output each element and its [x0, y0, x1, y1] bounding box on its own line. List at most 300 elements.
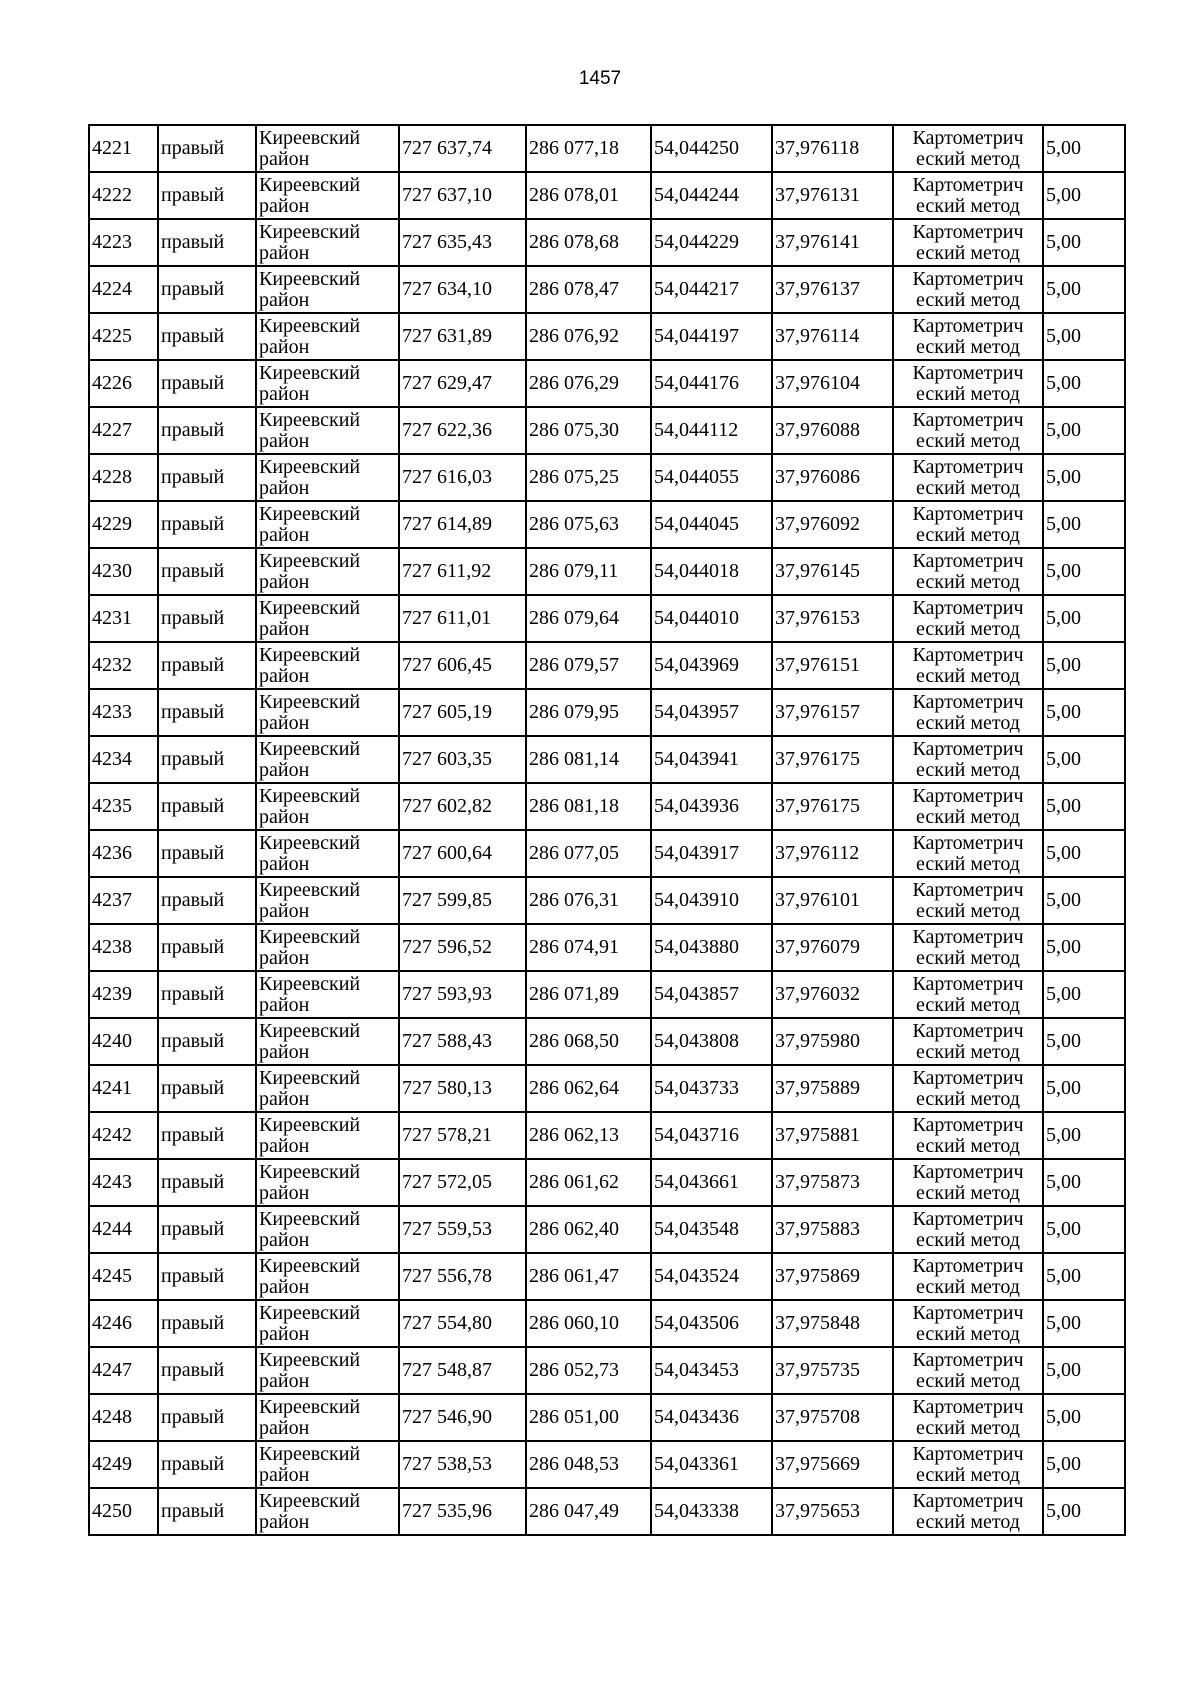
method-cell — [893, 548, 1043, 595]
district-line: Киреевский — [259, 1066, 361, 1089]
district-line: Киреевский — [259, 878, 361, 901]
district-line: район — [259, 288, 310, 311]
bank-side-cell: правый — [158, 783, 256, 830]
latitude-cell: 54,043661 — [651, 1159, 772, 1206]
bank-side-cell: правый — [158, 1112, 256, 1159]
x-coordinate-cell: 727 614,89 — [399, 501, 526, 548]
y-coordinate-cell: 286 047,49 — [526, 1488, 651, 1535]
accuracy-cell: 5,00 — [1043, 313, 1125, 360]
x-coordinate-cell: 727 635,43 — [399, 219, 526, 266]
district-cell — [256, 1159, 399, 1206]
bank-side-cell: правый — [158, 924, 256, 971]
latitude-cell: 54,044244 — [651, 172, 772, 219]
method-cell — [893, 266, 1043, 313]
district-line: район — [259, 1087, 310, 1110]
method-line: еский метод — [916, 429, 1020, 452]
x-coordinate-cell: 727 559,53 — [399, 1206, 526, 1253]
district-line: Киреевский — [259, 1019, 361, 1042]
table-row — [89, 313, 1125, 360]
y-coordinate-cell: 286 068,50 — [526, 1018, 651, 1065]
method-line: еский метод — [916, 570, 1020, 593]
accuracy-cell: 5,00 — [1043, 924, 1125, 971]
latitude-cell: 54,043917 — [651, 830, 772, 877]
district-line: Киреевский — [259, 737, 361, 760]
method-line: еский метод — [916, 1369, 1020, 1392]
latitude-cell: 54,044045 — [651, 501, 772, 548]
district-line: Киреевский — [259, 784, 361, 807]
accuracy-cell: 5,00 — [1043, 219, 1125, 266]
latitude-cell: 54,044112 — [651, 407, 772, 454]
point-number-cell: 4227 — [89, 407, 158, 454]
latitude-cell: 54,044197 — [651, 313, 772, 360]
method-line: Картометрич — [912, 455, 1024, 478]
latitude-cell: 54,043524 — [651, 1253, 772, 1300]
district-line: Киреевский — [259, 1395, 361, 1418]
method-line: еский метод — [916, 1087, 1020, 1110]
y-coordinate-cell: 286 077,05 — [526, 830, 651, 877]
table-row — [89, 830, 1125, 877]
y-coordinate-cell: 286 062,40 — [526, 1206, 651, 1253]
bank-side-cell: правый — [158, 266, 256, 313]
district-line: район — [259, 805, 310, 828]
longitude-cell: 37,976145 — [772, 548, 893, 595]
bank-side-cell: правый — [158, 1206, 256, 1253]
method-cell — [893, 219, 1043, 266]
district-line: район — [259, 664, 310, 687]
accuracy-cell: 5,00 — [1043, 830, 1125, 877]
method-cell — [893, 595, 1043, 642]
x-coordinate-cell: 727 606,45 — [399, 642, 526, 689]
method-cell — [893, 1159, 1043, 1206]
district-line: Киреевский — [259, 596, 361, 619]
table-row — [89, 454, 1125, 501]
point-number-cell: 4233 — [89, 689, 158, 736]
longitude-cell: 37,975708 — [772, 1394, 893, 1441]
bank-side-cell: правый — [158, 1347, 256, 1394]
district-line: район — [259, 1181, 310, 1204]
district-cell — [256, 1253, 399, 1300]
x-coordinate-cell: 727 593,93 — [399, 971, 526, 1018]
district-cell — [256, 172, 399, 219]
method-line: Картометрич — [912, 502, 1024, 525]
district-cell — [256, 1018, 399, 1065]
coordinates-table — [88, 124, 1126, 1536]
district-line: район — [259, 1369, 310, 1392]
accuracy-cell: 5,00 — [1043, 642, 1125, 689]
bank-side-cell: правый — [158, 454, 256, 501]
x-coordinate-cell: 727 535,96 — [399, 1488, 526, 1535]
bank-side-cell: правый — [158, 1253, 256, 1300]
accuracy-cell: 5,00 — [1043, 971, 1125, 1018]
district-line: район — [259, 899, 310, 922]
accuracy-cell: 5,00 — [1043, 1206, 1125, 1253]
point-number-cell: 4240 — [89, 1018, 158, 1065]
method-line: еский метод — [916, 993, 1020, 1016]
method-line: еский метод — [916, 852, 1020, 875]
latitude-cell: 54,044055 — [651, 454, 772, 501]
district-cell — [256, 689, 399, 736]
longitude-cell: 37,975669 — [772, 1441, 893, 1488]
table-row — [89, 642, 1125, 689]
method-line: еский метод — [916, 1275, 1020, 1298]
district-line: Киреевский — [259, 549, 361, 572]
point-number-cell: 4232 — [89, 642, 158, 689]
method-cell — [893, 1488, 1043, 1535]
table-row — [89, 1347, 1125, 1394]
method-line: Картометрич — [912, 1254, 1024, 1277]
method-cell — [893, 1253, 1043, 1300]
district-line: Киреевский — [259, 1442, 361, 1465]
accuracy-cell: 5,00 — [1043, 407, 1125, 454]
accuracy-cell: 5,00 — [1043, 1441, 1125, 1488]
method-cell — [893, 125, 1043, 172]
table-body — [89, 125, 1125, 1535]
table-row — [89, 1253, 1125, 1300]
district-cell — [256, 266, 399, 313]
longitude-cell: 37,975848 — [772, 1300, 893, 1347]
point-number-cell: 4249 — [89, 1441, 158, 1488]
y-coordinate-cell: 286 048,53 — [526, 1441, 651, 1488]
method-cell — [893, 172, 1043, 219]
method-cell — [893, 454, 1043, 501]
method-line: Картометрич — [912, 1160, 1024, 1183]
district-cell — [256, 783, 399, 830]
method-line: Картометрич — [912, 690, 1024, 713]
longitude-cell: 37,976112 — [772, 830, 893, 877]
district-cell — [256, 407, 399, 454]
district-line: район — [259, 852, 310, 875]
accuracy-cell: 5,00 — [1043, 1253, 1125, 1300]
table-row — [89, 501, 1125, 548]
latitude-cell: 54,044010 — [651, 595, 772, 642]
table-row — [89, 1441, 1125, 1488]
accuracy-cell: 5,00 — [1043, 1488, 1125, 1535]
bank-side-cell: правый — [158, 1018, 256, 1065]
longitude-cell: 37,975653 — [772, 1488, 893, 1535]
district-line: район — [259, 946, 310, 969]
latitude-cell: 54,043808 — [651, 1018, 772, 1065]
district-cell — [256, 971, 399, 1018]
method-cell — [893, 830, 1043, 877]
latitude-cell: 54,044217 — [651, 266, 772, 313]
table-row — [89, 1488, 1125, 1535]
latitude-cell: 54,043910 — [651, 877, 772, 924]
point-number-cell: 4242 — [89, 1112, 158, 1159]
x-coordinate-cell: 727 554,80 — [399, 1300, 526, 1347]
accuracy-cell: 5,00 — [1043, 172, 1125, 219]
method-line: Картометрич — [912, 643, 1024, 666]
district-line: район — [259, 570, 310, 593]
accuracy-cell: 5,00 — [1043, 783, 1125, 830]
bank-side-cell: правый — [158, 219, 256, 266]
longitude-cell: 37,976114 — [772, 313, 893, 360]
method-line: Картометрич — [912, 972, 1024, 995]
y-coordinate-cell: 286 077,18 — [526, 125, 651, 172]
y-coordinate-cell: 286 079,95 — [526, 689, 651, 736]
latitude-cell: 54,043548 — [651, 1206, 772, 1253]
method-line: Картометрич — [912, 126, 1024, 149]
district-line: район — [259, 241, 310, 264]
latitude-cell: 54,043733 — [651, 1065, 772, 1112]
bank-side-cell: правый — [158, 1159, 256, 1206]
latitude-cell: 54,043453 — [651, 1347, 772, 1394]
district-line: Киреевский — [259, 925, 361, 948]
method-line: еский метод — [916, 1181, 1020, 1204]
longitude-cell: 37,976175 — [772, 736, 893, 783]
accuracy-cell: 5,00 — [1043, 360, 1125, 407]
table-row — [89, 219, 1125, 266]
district-line: район — [259, 523, 310, 546]
district-cell — [256, 642, 399, 689]
district-line: Киреевский — [259, 643, 361, 666]
latitude-cell: 54,043338 — [651, 1488, 772, 1535]
x-coordinate-cell: 727 556,78 — [399, 1253, 526, 1300]
method-line: Картометрич — [912, 596, 1024, 619]
y-coordinate-cell: 286 074,91 — [526, 924, 651, 971]
bank-side-cell: правый — [158, 313, 256, 360]
table-row — [89, 1206, 1125, 1253]
bank-side-cell: правый — [158, 1300, 256, 1347]
method-line: Картометрич — [912, 1066, 1024, 1089]
bank-side-cell: правый — [158, 877, 256, 924]
method-cell — [893, 877, 1043, 924]
district-line: район — [259, 1322, 310, 1345]
longitude-cell: 37,976157 — [772, 689, 893, 736]
method-line: Картометрич — [912, 267, 1024, 290]
accuracy-cell: 5,00 — [1043, 1347, 1125, 1394]
table-row — [89, 266, 1125, 313]
longitude-cell: 37,975889 — [772, 1065, 893, 1112]
x-coordinate-cell: 727 538,53 — [399, 1441, 526, 1488]
point-number-cell: 4237 — [89, 877, 158, 924]
district-cell — [256, 877, 399, 924]
x-coordinate-cell: 727 605,19 — [399, 689, 526, 736]
method-line: еский метод — [916, 1040, 1020, 1063]
bank-side-cell: правый — [158, 1065, 256, 1112]
accuracy-cell: 5,00 — [1043, 736, 1125, 783]
district-cell — [256, 454, 399, 501]
district-cell — [256, 125, 399, 172]
district-line: район — [259, 1463, 310, 1486]
accuracy-cell: 5,00 — [1043, 548, 1125, 595]
page-number: 1457 — [578, 68, 622, 89]
table-row — [89, 1394, 1125, 1441]
district-line: район — [259, 1134, 310, 1157]
method-cell — [893, 1018, 1043, 1065]
method-line: Картометрич — [912, 220, 1024, 243]
latitude-cell: 54,043957 — [651, 689, 772, 736]
method-line: еский метод — [916, 617, 1020, 640]
district-cell — [256, 924, 399, 971]
latitude-cell: 54,043857 — [651, 971, 772, 1018]
bank-side-cell: правый — [158, 736, 256, 783]
method-line: Картометрич — [912, 1019, 1024, 1042]
y-coordinate-cell: 286 081,14 — [526, 736, 651, 783]
method-line: еский метод — [916, 946, 1020, 969]
district-line: Киреевский — [259, 455, 361, 478]
accuracy-cell: 5,00 — [1043, 266, 1125, 313]
point-number-cell: 4238 — [89, 924, 158, 971]
district-line: Киреевский — [259, 1489, 361, 1512]
district-line: Киреевский — [259, 267, 361, 290]
method-line: еский метод — [916, 1510, 1020, 1533]
method-cell — [893, 1300, 1043, 1347]
y-coordinate-cell: 286 061,47 — [526, 1253, 651, 1300]
y-coordinate-cell: 286 051,00 — [526, 1394, 651, 1441]
bank-side-cell: правый — [158, 125, 256, 172]
point-number-cell: 4228 — [89, 454, 158, 501]
district-line: район — [259, 711, 310, 734]
method-line: Картометрич — [912, 878, 1024, 901]
point-number-cell: 4230 — [89, 548, 158, 595]
method-line: еский метод — [916, 523, 1020, 546]
bank-side-cell: правый — [158, 172, 256, 219]
longitude-cell: 37,976104 — [772, 360, 893, 407]
x-coordinate-cell: 727 634,10 — [399, 266, 526, 313]
x-coordinate-cell: 727 637,74 — [399, 125, 526, 172]
method-line: Картометрич — [912, 314, 1024, 337]
point-number-cell: 4224 — [89, 266, 158, 313]
district-line: Киреевский — [259, 502, 361, 525]
district-line: район — [259, 993, 310, 1016]
point-number-cell: 4235 — [89, 783, 158, 830]
y-coordinate-cell: 286 062,64 — [526, 1065, 651, 1112]
point-number-cell: 4225 — [89, 313, 158, 360]
bank-side-cell: правый — [158, 548, 256, 595]
y-coordinate-cell: 286 060,10 — [526, 1300, 651, 1347]
district-line: район — [259, 476, 310, 499]
district-line: Киреевский — [259, 1160, 361, 1183]
method-line: еский метод — [916, 147, 1020, 170]
accuracy-cell: 5,00 — [1043, 1112, 1125, 1159]
method-cell — [893, 642, 1043, 689]
district-line: район — [259, 1275, 310, 1298]
point-number-cell: 4223 — [89, 219, 158, 266]
district-cell — [256, 830, 399, 877]
x-coordinate-cell: 727 546,90 — [399, 1394, 526, 1441]
y-coordinate-cell: 286 061,62 — [526, 1159, 651, 1206]
longitude-cell: 37,976141 — [772, 219, 893, 266]
x-coordinate-cell: 727 616,03 — [399, 454, 526, 501]
longitude-cell: 37,975883 — [772, 1206, 893, 1253]
table-row — [89, 548, 1125, 595]
longitude-cell: 37,976153 — [772, 595, 893, 642]
y-coordinate-cell: 286 078,01 — [526, 172, 651, 219]
district-line: район — [259, 335, 310, 358]
method-cell — [893, 1347, 1043, 1394]
x-coordinate-cell: 727 631,89 — [399, 313, 526, 360]
latitude-cell: 54,043436 — [651, 1394, 772, 1441]
method-line: Картометрич — [912, 1301, 1024, 1324]
district-line: Киреевский — [259, 173, 361, 196]
method-line: еский метод — [916, 194, 1020, 217]
latitude-cell: 54,043880 — [651, 924, 772, 971]
accuracy-cell: 5,00 — [1043, 501, 1125, 548]
method-line: Картометрич — [912, 925, 1024, 948]
latitude-cell: 54,043506 — [651, 1300, 772, 1347]
point-number-cell: 4244 — [89, 1206, 158, 1253]
accuracy-cell: 5,00 — [1043, 1300, 1125, 1347]
method-line: Картометрич — [912, 408, 1024, 431]
district-cell — [256, 1441, 399, 1488]
longitude-cell: 37,976079 — [772, 924, 893, 971]
bank-side-cell: правый — [158, 971, 256, 1018]
longitude-cell: 37,976151 — [772, 642, 893, 689]
y-coordinate-cell: 286 079,11 — [526, 548, 651, 595]
longitude-cell: 37,975735 — [772, 1347, 893, 1394]
point-number-cell: 4231 — [89, 595, 158, 642]
y-coordinate-cell: 286 075,25 — [526, 454, 651, 501]
district-line: район — [259, 382, 310, 405]
point-number-cell: 4226 — [89, 360, 158, 407]
x-coordinate-cell: 727 596,52 — [399, 924, 526, 971]
longitude-cell: 37,976131 — [772, 172, 893, 219]
point-number-cell: 4250 — [89, 1488, 158, 1535]
longitude-cell: 37,976032 — [772, 971, 893, 1018]
latitude-cell: 54,044229 — [651, 219, 772, 266]
method-line: Картометрич — [912, 1395, 1024, 1418]
method-line: еский метод — [916, 1463, 1020, 1486]
method-line: еский метод — [916, 241, 1020, 264]
table-row — [89, 1018, 1125, 1065]
bank-side-cell: правый — [158, 1441, 256, 1488]
district-line: Киреевский — [259, 972, 361, 995]
method-line: Картометрич — [912, 1113, 1024, 1136]
longitude-cell: 37,975869 — [772, 1253, 893, 1300]
method-cell — [893, 501, 1043, 548]
table-row — [89, 360, 1125, 407]
accuracy-cell: 5,00 — [1043, 877, 1125, 924]
method-line: Картометрич — [912, 1442, 1024, 1465]
district-line: район — [259, 617, 310, 640]
method-line: еский метод — [916, 664, 1020, 687]
y-coordinate-cell: 286 071,89 — [526, 971, 651, 1018]
longitude-cell: 37,976101 — [772, 877, 893, 924]
accuracy-cell: 5,00 — [1043, 1159, 1125, 1206]
method-line: еский метод — [916, 1416, 1020, 1439]
table-row — [89, 736, 1125, 783]
y-coordinate-cell: 286 052,73 — [526, 1347, 651, 1394]
method-line: еский метод — [916, 288, 1020, 311]
point-number-cell: 4248 — [89, 1394, 158, 1441]
point-number-cell: 4245 — [89, 1253, 158, 1300]
table-row — [89, 689, 1125, 736]
accuracy-cell: 5,00 — [1043, 595, 1125, 642]
district-line: Киреевский — [259, 1113, 361, 1136]
latitude-cell: 54,043941 — [651, 736, 772, 783]
point-number-cell: 4243 — [89, 1159, 158, 1206]
latitude-cell: 54,043969 — [651, 642, 772, 689]
district-line: Киреевский — [259, 1254, 361, 1277]
district-cell — [256, 548, 399, 595]
district-cell — [256, 501, 399, 548]
point-number-cell: 4221 — [89, 125, 158, 172]
district-cell — [256, 1300, 399, 1347]
latitude-cell: 54,043361 — [651, 1441, 772, 1488]
y-coordinate-cell: 286 076,31 — [526, 877, 651, 924]
y-coordinate-cell: 286 081,18 — [526, 783, 651, 830]
accuracy-cell: 5,00 — [1043, 1394, 1125, 1441]
x-coordinate-cell: 727 629,47 — [399, 360, 526, 407]
x-coordinate-cell: 727 578,21 — [399, 1112, 526, 1159]
method-line: еский метод — [916, 476, 1020, 499]
x-coordinate-cell: 727 600,64 — [399, 830, 526, 877]
district-cell — [256, 1347, 399, 1394]
point-number-cell: 4222 — [89, 172, 158, 219]
longitude-cell: 37,976092 — [772, 501, 893, 548]
method-line: еский метод — [916, 1322, 1020, 1345]
method-line: Картометрич — [912, 549, 1024, 572]
